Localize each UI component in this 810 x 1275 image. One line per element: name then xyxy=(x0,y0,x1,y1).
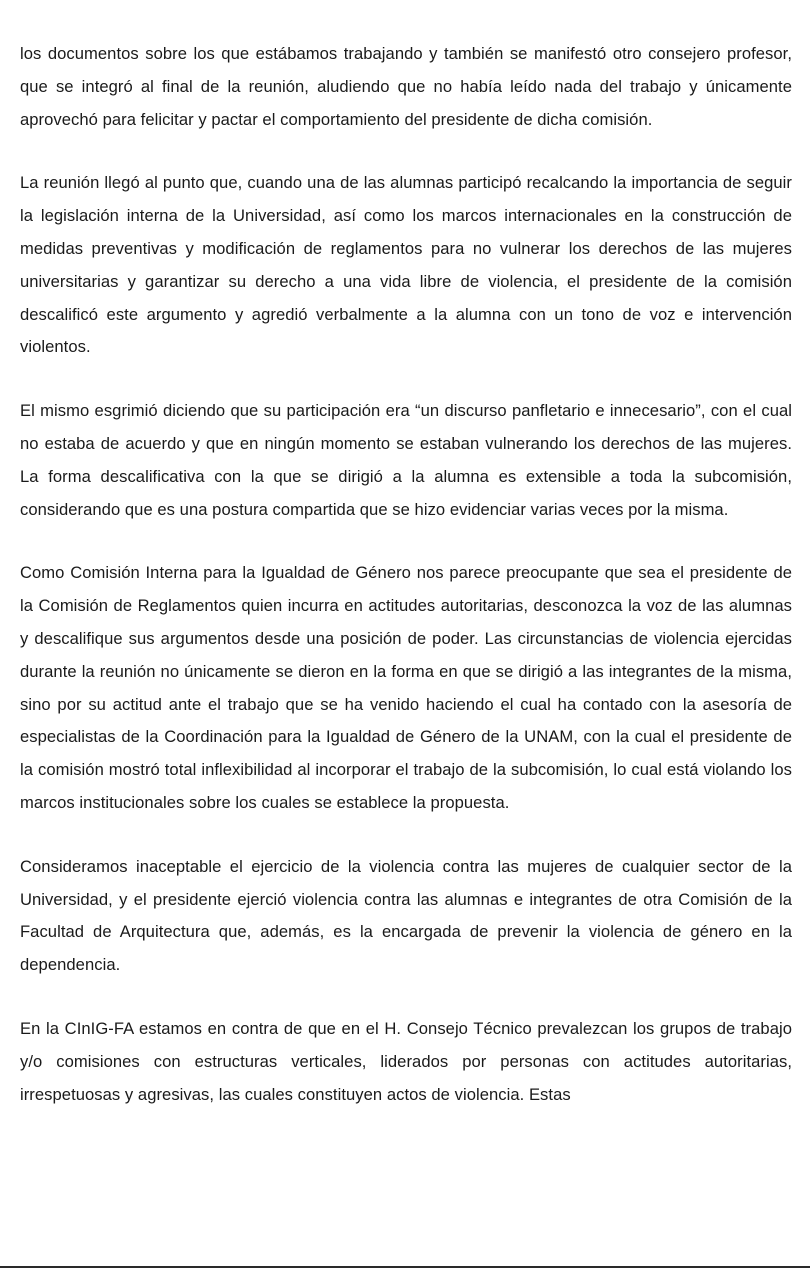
paragraph-3: El mismo esgrimió diciendo que su participación era “un discurso panfletario e innecesario”, con el cual no estaba de acuerdo y que en ningún momento se estaban vulnerando los derechos de las mujeres. La forma descalificativa con la que se dirigió a la alumna es extensible a toda la subcomisión, considerando que es una postura compartida que se hizo evidenciar varias veces por la misma. xyxy=(20,401,792,519)
paragraph-5: Consideramos inaceptable el ejercicio de la violencia contra las mujeres de cualquier sector de la Universidad, y el presidente ejerció violencia contra las alumnas e integrantes de otra Comisión de la Facultad de Arquitectura que, además, es la encargada de prevenir la violencia de género en la dependencia. xyxy=(20,856,792,975)
document-page xyxy=(20,38,792,1142)
paragraph-1: los documentos sobre los que estábamos trabajando y también se manifestó otro consejero profesor, que se integró al final de la reunión, aludiendo que no había leído nada del trabajo y únicamente aprovechó para felicitar y pactar el comportamiento del presidente de dicha comisión. xyxy=(20,44,792,129)
paragraph-2: La reunión llegó al punto que, cuando una de las alumnas participó recalcando la importancia de seguir la legislación interna de la Universidad, así como los marcos internacionales en la construcción de medidas preventivas y modificación de reglamentos para no vulnerar los derechos de las mujeres universitarias y garantizar su derecho a una vida libre de violencia, el presidente de la comisión descalificó este argumento y agredió verbalmente a la alumna con un tono de voz e intervención violentos. xyxy=(20,173,792,357)
paragraph-6: En la CInIG-FA estamos en contra de que en el H. Consejo Técnico prevalezcan los grupos de trabajo y/o comisiones con estructuras verticales, liderados por personas con actitudes autoritarias, irrespetuosas y agresivas, las cuales constituyen actos de violencia. Estas xyxy=(20,1018,792,1104)
paragraph-4: Como Comisión Interna para la Igualdad de Género nos parece preocupante que sea el presidente de la Comisión de Reglamentos quien incurra en actitudes autoritarias, desconozca la voz de las alumnas y descalifique sus argumentos desde una posición de poder. Las circunstancias de violencia ejercidas durante la reunión no únicamente se dieron en la forma en que se dirigió a las integrantes de la misma, sino por su actitud ante el trabajo que se ha venido haciendo el cual ha contado con la asesoría de especialistas de la Coordinación para la Igualdad de Género de la UNAM, con la cual el presidente de la comisión mostró total inflexibilidad al incorporar el trabajo de la subcomisión, lo cual está violando los marcos institucionales sobre los cuales se establece la propuesta. xyxy=(20,563,792,812)
page-bottom-divider xyxy=(0,1266,810,1268)
